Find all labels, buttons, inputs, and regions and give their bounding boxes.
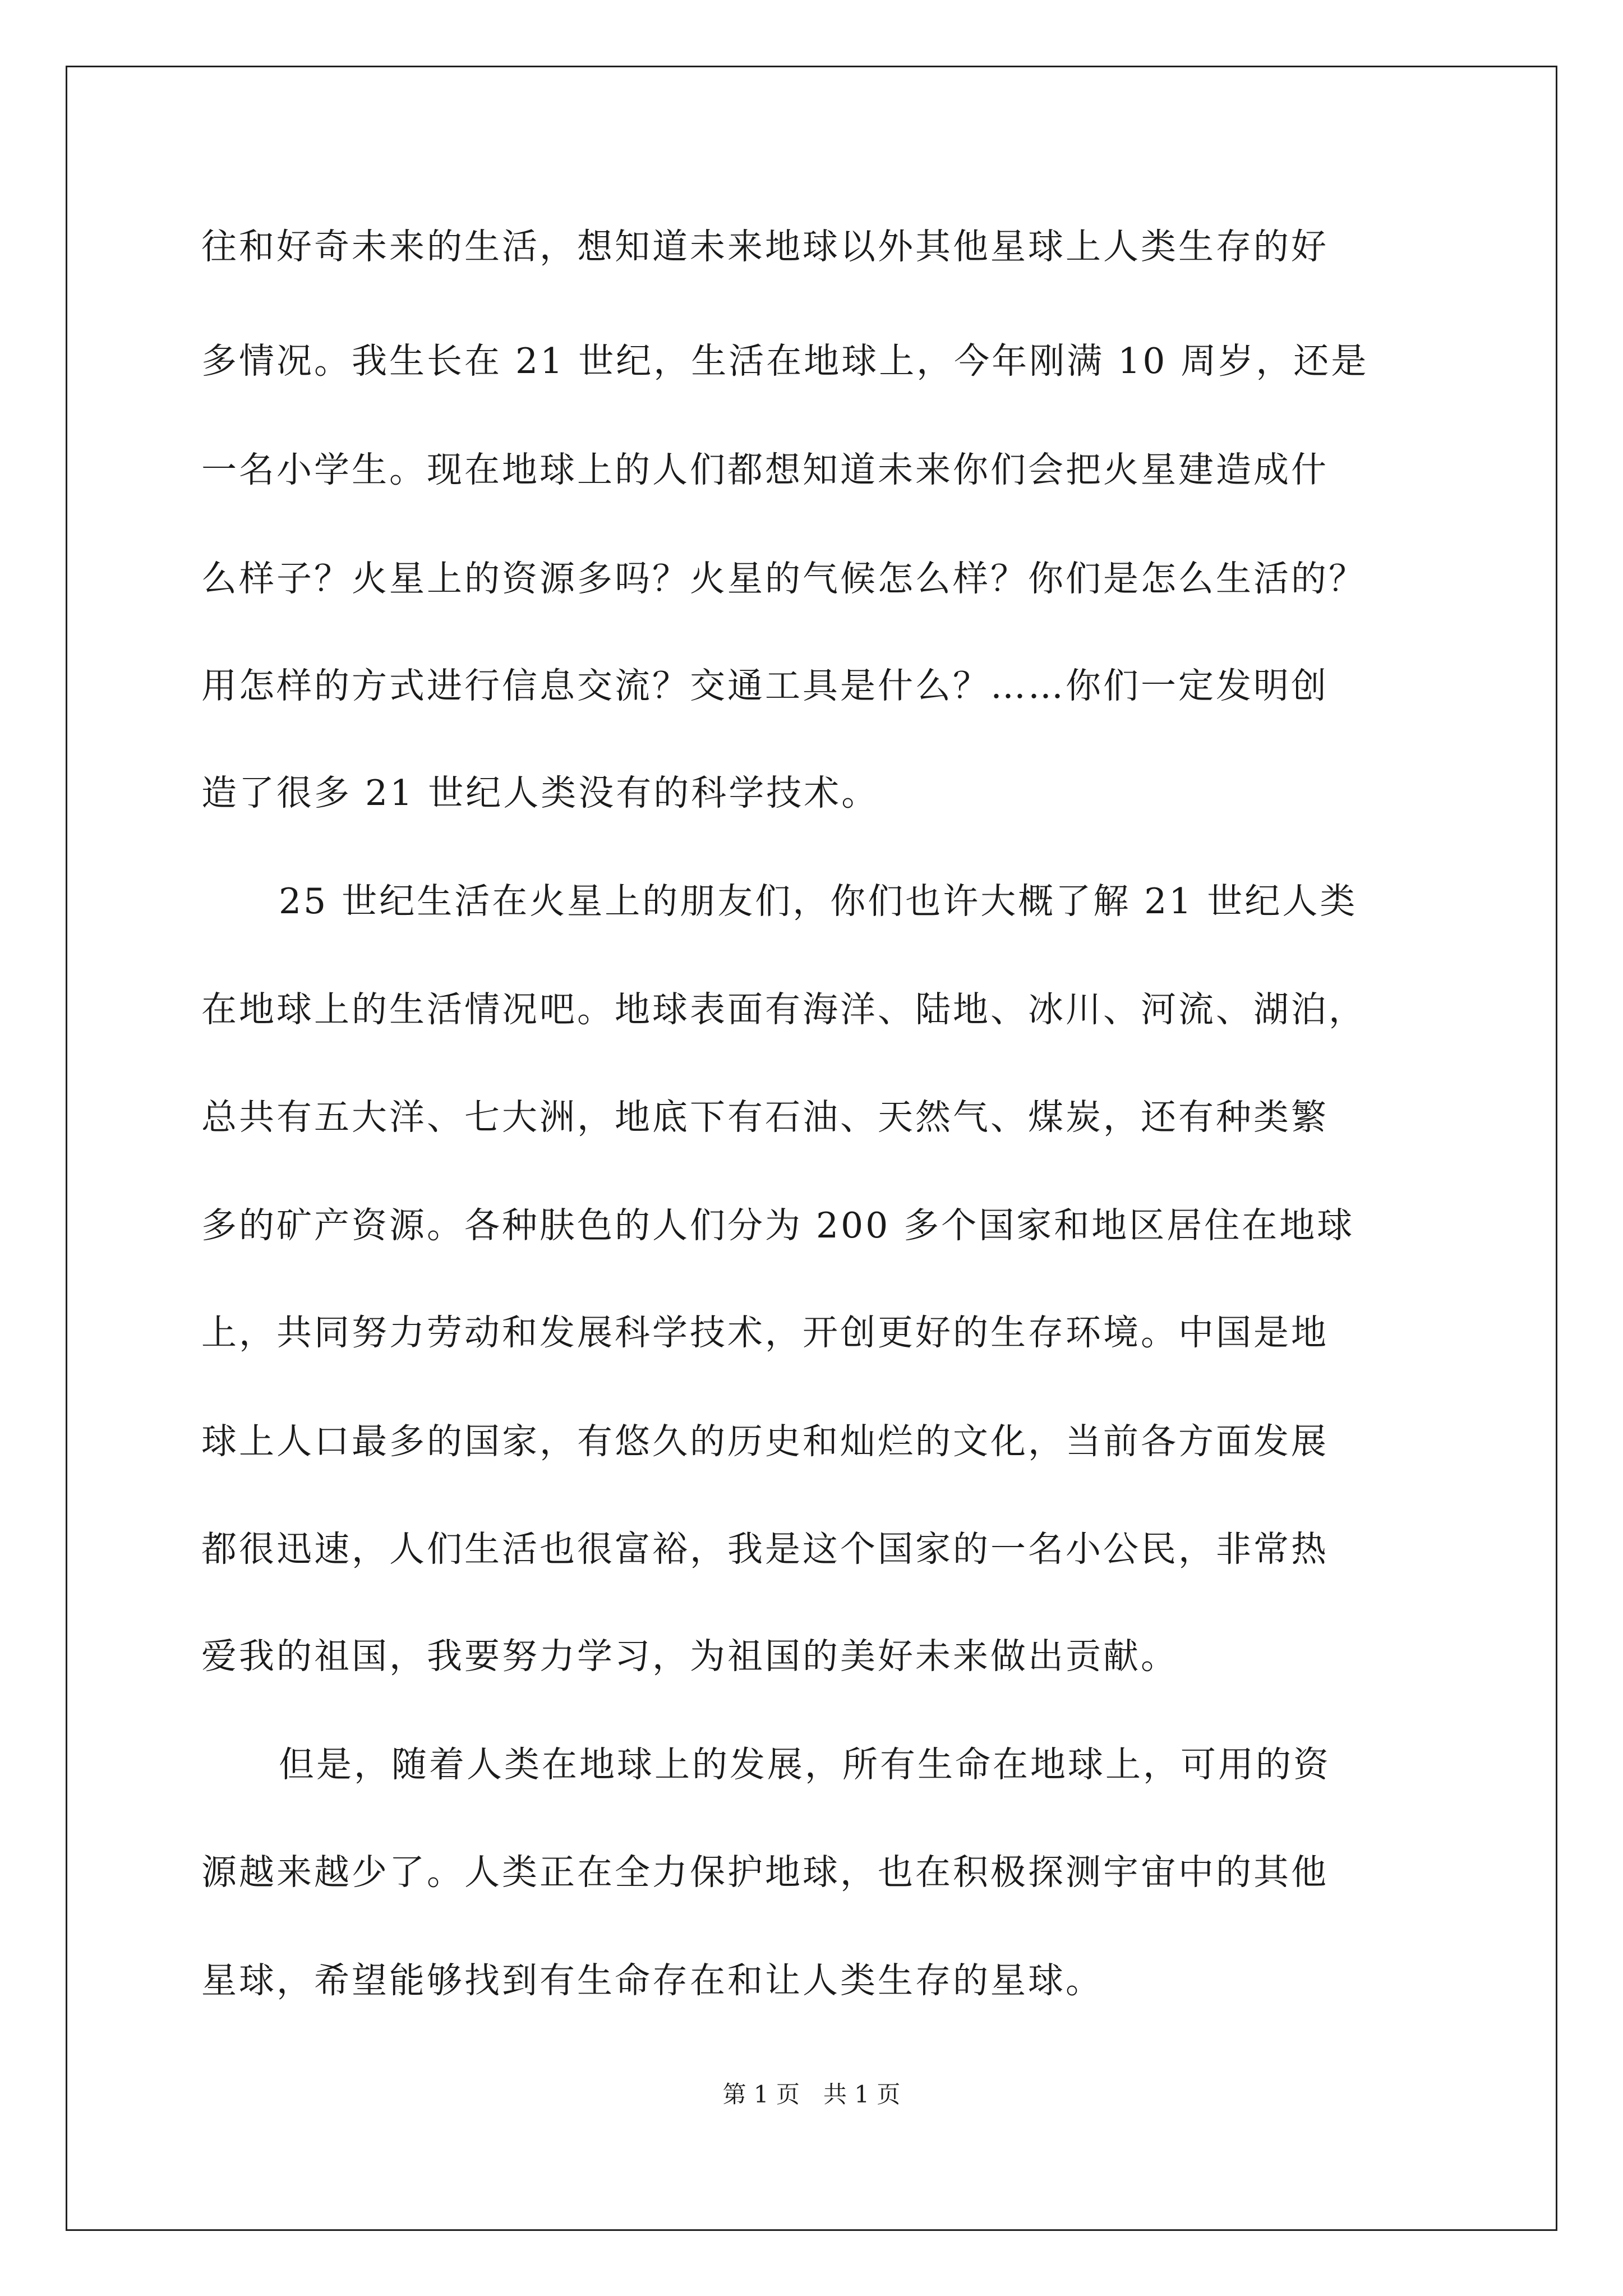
text-line: 一名小学生。现在地球上的人们都想知道未来你们会把火星建造成什 [201,449,1329,490]
text-line: 25 世纪生活在火星上的朋友们，你们也许大概了解 21 世纪人类 [279,881,1358,922]
text-line: 星球，希望能够找到有生命存在和让人类生存的星球。 [201,1960,1103,2001]
text-line: 源越来越少了。人类正在全力保护地球，也在积极探测宇宙中的其他 [201,1852,1329,1893]
text-line: 多情况。我生长在 21 世纪，生活在地球上，今年刚满 10 周岁，还是 [201,341,1369,381]
text-line: 用怎样的方式进行信息交流？交通工具是什么？……你们一定发明创 [201,665,1329,706]
text-line: 都很迅速，人们生活也很富裕，我是这个国家的一名小公民，非常热 [201,1529,1329,1570]
text-line: 球上人口最多的国家，有悠久的历史和灿烂的文化，当前各方面发展 [201,1421,1329,1462]
text-line: 在地球上的生活情况吧。地球表面有海洋、陆地、冰川、河流、湖泊， [201,989,1366,1030]
page-border [66,66,1557,2231]
text-line: 但是，随着人类在地球上的发展，所有生命在地球上，可用的资 [279,1744,1331,1785]
text-line: 么样子？火星上的资源多吗？火星的气候怎么样？你们是怎么生活的？ [201,558,1366,599]
text-line: 总共有五大洋、七大洲，地底下有石油、天然气、煤炭，还有种类繁 [201,1097,1329,1138]
text-line: 多的矿产资源。各种肤色的人们分为 200 多个国家和地区居住在地球 [201,1205,1355,1246]
text-line: 上，共同努力劳动和发展科学技术，开创更好的生存环境。中国是地 [201,1312,1329,1353]
text-line: 造了很多 21 世纪人类没有的科学技术。 [201,772,879,813]
page-number-footer: 第 1 页 共 1 页 [722,2081,901,2108]
text-line: 爱我的祖国，我要努力学习，为祖国的美好未来做出贡献。 [201,1636,1178,1677]
text-line: 往和好奇未来的生活，想知道未来地球以外其他星球上人类生存的好 [201,226,1329,267]
